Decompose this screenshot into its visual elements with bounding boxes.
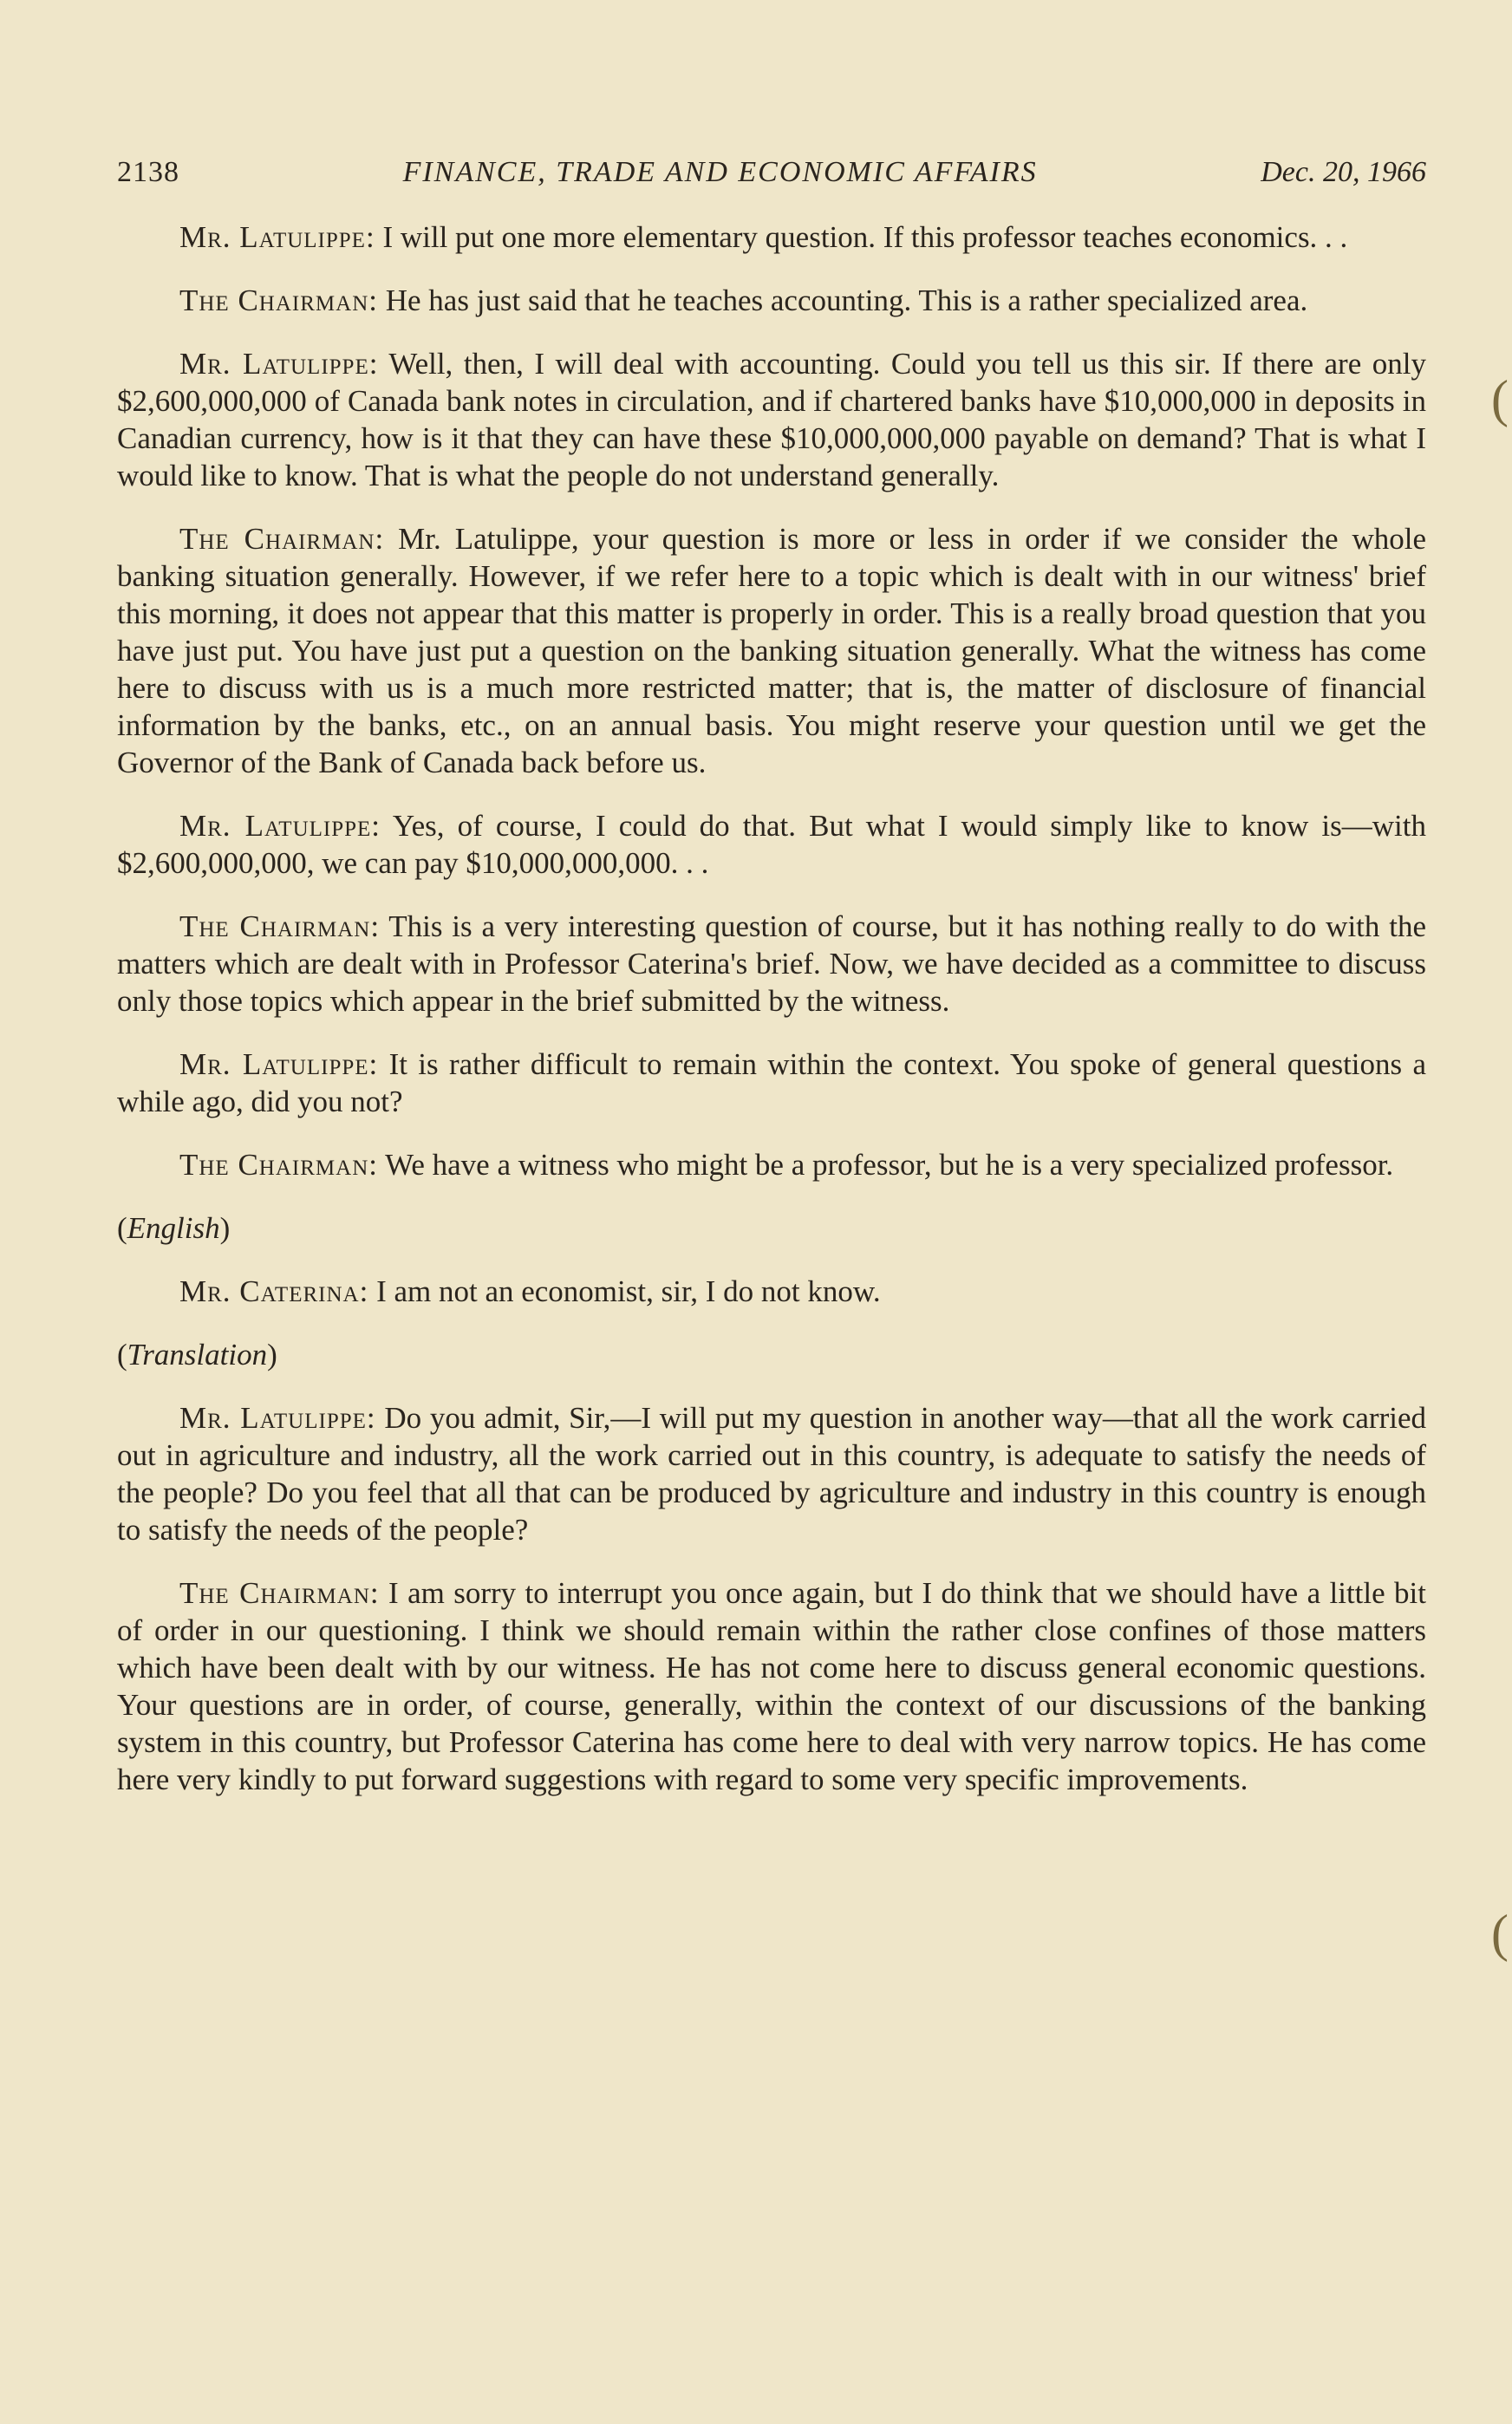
paragraph-text: Mr. Latulippe, your question is more or less in order if we consider the whole banking situation generally. However, if we refer here to a topic which is dealt with in our witness' brief this morning, it does not appear that this matter is properly in order. This is a really broad question that you have just put. You have just put a question on the banking situation generally. What the witness has come here to discuss with us is a much more restricted matter; that is, the matter of disclosure of financial information by the banks, etc., on an annual basis. You might reserve your question until we get the Governor of the Bank of Canada back before us. (117, 522, 1426, 779)
speaker-name: The Chairman: (179, 1576, 380, 1610)
paragraph (117, 1046, 1426, 1120)
speaker-name: Mr. Latulippe: (179, 1401, 376, 1435)
paragraph-text: I will put one more elementary question. If this professor teaches economics. . . (375, 220, 1348, 254)
paragraph (117, 1399, 1426, 1548)
language-label: Translation (127, 1338, 268, 1372)
paragraph-text: We have a witness who might be a professor, but he is a very specialized professor. (377, 1148, 1394, 1182)
paragraph (117, 908, 1426, 1020)
speaker-name: Mr. Latulippe: (179, 809, 381, 843)
paragraph-text: I am not an economist, sir, I do not know. (368, 1274, 881, 1308)
running-title: FINANCE, TRADE AND ECONOMIC AFFAIRS (402, 156, 1038, 188)
paragraph-text: Well, then, I will deal with accounting. Could you tell us this sir. If there are only $2,600,000,000 of Canada bank notes in circulation, and if chartered banks have $10,000,000 in deposits in Canadian currency, how is it that they can have these $10,000,000,000 payable on demand? That is what I would like to know. That is what the people do not understand generally. (117, 347, 1426, 492)
speaker-name: Mr. Latulippe: (179, 220, 375, 254)
paragraph (117, 1574, 1426, 1798)
paragraph (117, 1146, 1426, 1183)
paragraph-text: It is rather difficult to remain within the context. You spoke of general questions a while ago, did you not? (117, 1047, 1426, 1118)
page-header (117, 156, 1426, 189)
paragraph-text: I am sorry to interrupt you once again, but I do think that we should have a little bit of order in our questioning. I think we should remain within the rather close confines of those matters which have been dealt with by our witness. He has not come here to discuss general economic questions. Your questions are in order, of course, generally, within the context of our discussions of the banking system in this country, but Professor Caterina has come here to deal with very narrow topics. He has come here very kindly to put forward suggestions with regard to some very specific improvements. (117, 1576, 1426, 1796)
paragraph-text: He has just said that he teaches accounting. This is a rather specialized area. (377, 283, 1308, 317)
speaker-name: The Chairman: (179, 909, 381, 943)
language-marker-translation: (Translation) (117, 1338, 277, 1372)
paragraph (117, 520, 1426, 781)
margin-bracket-mark: ( (1491, 370, 1509, 427)
paragraph (117, 282, 1426, 319)
paragraph (117, 345, 1426, 494)
page-date: Dec. 20, 1966 (1261, 156, 1426, 188)
document-page (117, 156, 1426, 1824)
language-label: English (127, 1211, 220, 1245)
speaker-name: Mr. Caterina: (179, 1274, 369, 1308)
paragraph (117, 218, 1426, 256)
paragraph-text: Yes, of course, I could do that. But what I would simply like to know is—with $2,600,000,000, we can pay $10,000,000,000. . . (117, 809, 1426, 880)
paragraph (117, 1273, 1426, 1310)
paragraph-text: Do you admit, Sir,—I will put my question in another way—that all the work carried out in agriculture and industry, all the work carried out in this country, is adequate to satisfy the needs of the people? Do you feel that all that can be produced by agriculture and industry in this country is enough to satisfy the needs of the people? (117, 1401, 1427, 1547)
paragraph-text: This is a very interesting question of course, but it has nothing really to do with the matters which are dealt with in Professor Caterina's brief. Now, we have decided as a committee to discuss only those topics which appear in the brief submitted by the witness. (117, 909, 1426, 1018)
paragraph (117, 807, 1426, 882)
language-marker-english: (English) (117, 1211, 231, 1245)
margin-bracket-mark: ( (1491, 1905, 1509, 1962)
speaker-name: The Chairman: (179, 522, 385, 556)
speaker-name: The Chairman: (179, 1148, 378, 1182)
page-number: 2138 (117, 156, 179, 188)
speaker-name: The Chairman: (179, 283, 378, 317)
speaker-name: Mr. Latulippe: (179, 347, 379, 381)
speaker-name: Mr. Latulippe: (179, 1047, 379, 1081)
